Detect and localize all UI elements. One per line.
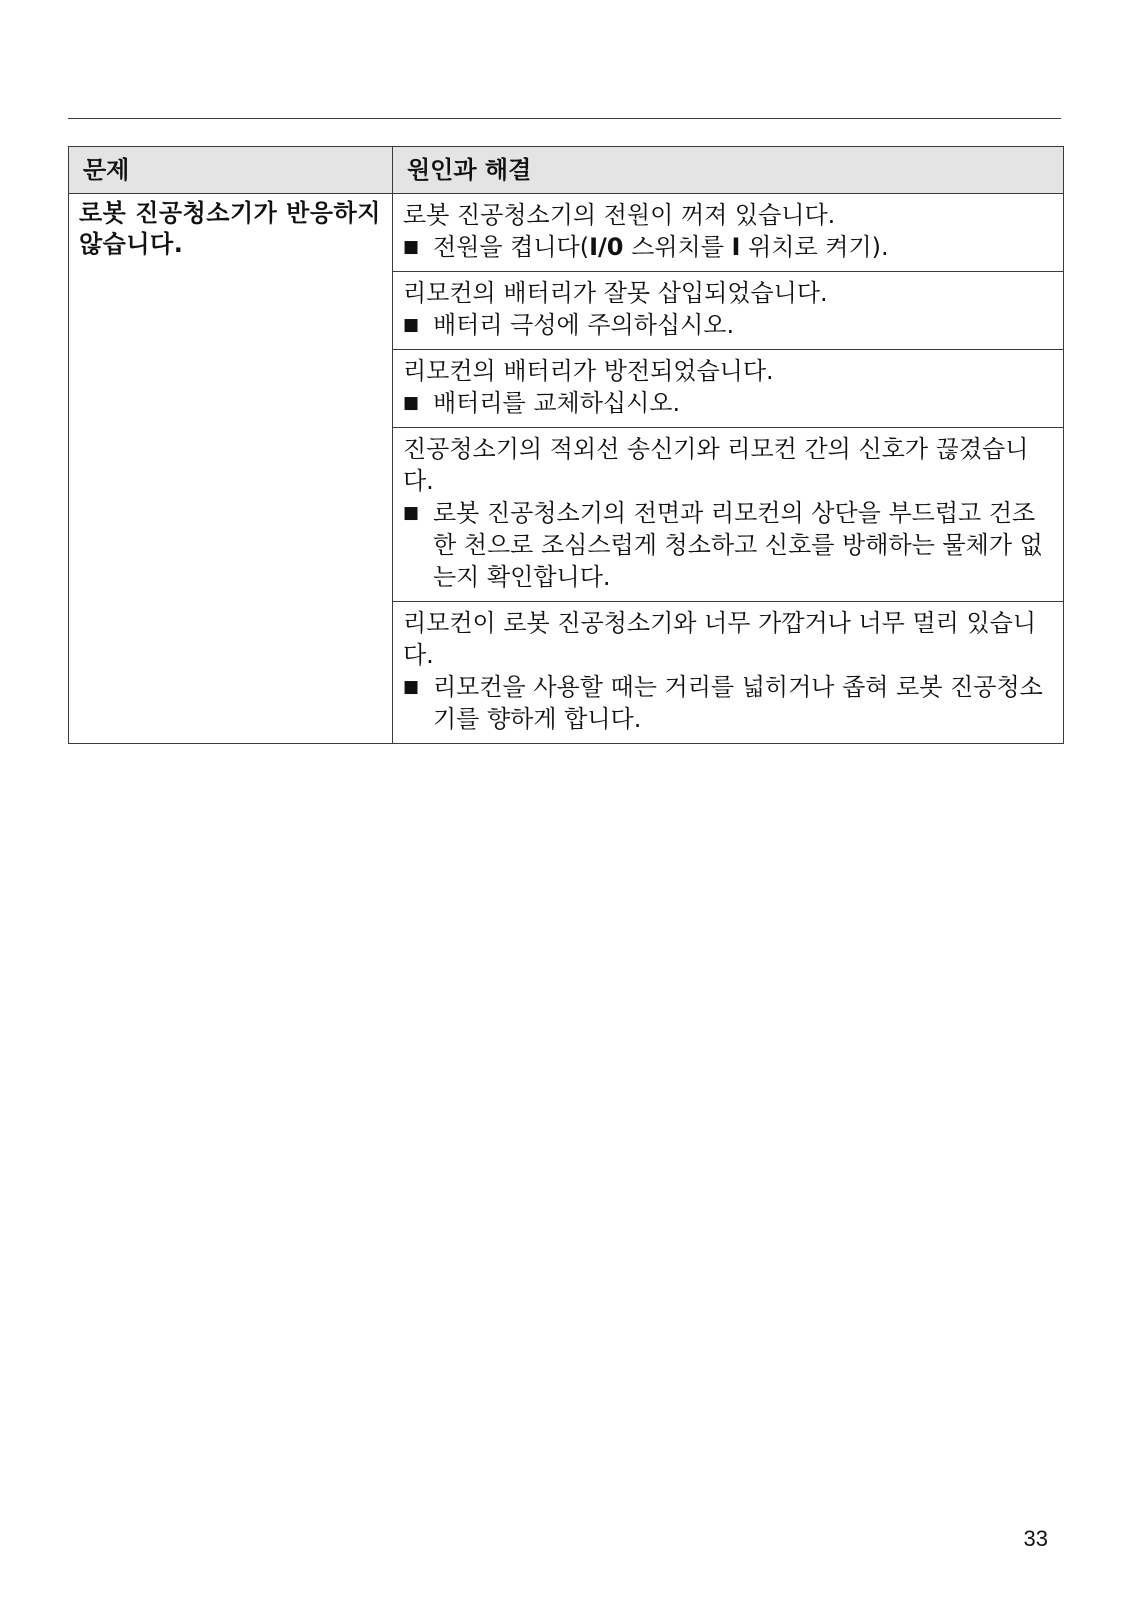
cause-cell	[393, 350, 1064, 428]
troubleshooting-table	[68, 146, 1064, 744]
table-row	[69, 194, 1064, 272]
solution-text: 로봇 진공청소기의 전면과 리모컨의 상단을 부드럽고 건조한 천으로 조심스럽게 청소하고 신호를 방해하는 물체가 없는지 확인합니다.	[433, 499, 1043, 591]
cause-cell	[393, 602, 1064, 744]
problem-cell: 로봇 진공청소기가 반응하지 않습니다.	[69, 194, 393, 744]
solution-item	[403, 309, 1053, 341]
solution-item	[403, 387, 1053, 419]
solution-text: 배터리를 교체하십시오.	[433, 389, 681, 417]
solution-text	[433, 231, 1053, 263]
bullet-square-icon: ■	[403, 315, 420, 335]
header-problem: 문제	[69, 147, 393, 194]
bullet-square-icon: ■	[403, 503, 420, 523]
cause-cell	[393, 194, 1064, 272]
solution-text: 리모컨을 사용할 때는 거리를 넓히거나 좁혀 로봇 진공청소기를 향하게 합니다.	[433, 673, 1043, 733]
cause-text: 리모컨의 배터리가 잘못 삽입되었습니다.	[403, 279, 828, 307]
cause-text: 리모컨의 배터리가 방전되었습니다.	[403, 357, 774, 385]
cause-text: 리모컨이 로봇 진공청소기와 너무 가깝거나 너무 멀리 있습니다.	[403, 609, 1037, 669]
cause-text: 로봇 진공청소기의 전원이 꺼져 있습니다.	[403, 201, 836, 229]
solution-item	[403, 497, 1053, 593]
solution-item	[403, 671, 1053, 735]
cause-text: 진공청소기의 적외선 송신기와 리모컨 간의 신호가 끊겼습니다.	[403, 435, 1029, 495]
solution-text-part: 위치로 켜기).	[740, 233, 889, 261]
solution-text: 배터리 극성에 주의하십시오.	[433, 311, 735, 339]
cause-cell	[393, 428, 1064, 602]
bullet-square-icon: ■	[403, 237, 420, 257]
solution-text-part: 전원을 켭니다(	[433, 233, 590, 261]
header-cause-solution: 원인과 해결	[393, 147, 1064, 194]
page-number: 33	[1023, 1526, 1048, 1551]
solution-item	[403, 231, 1053, 263]
solution-text-part: 스위치를	[623, 233, 732, 261]
bullet-square-icon: ■	[403, 677, 420, 697]
bullet-square-icon: ■	[403, 393, 420, 413]
cause-cell	[393, 272, 1064, 350]
switch-label: I/0	[589, 233, 624, 261]
switch-position-label: I	[731, 233, 741, 261]
top-rule	[68, 118, 1061, 119]
table-header-row	[69, 147, 1064, 194]
